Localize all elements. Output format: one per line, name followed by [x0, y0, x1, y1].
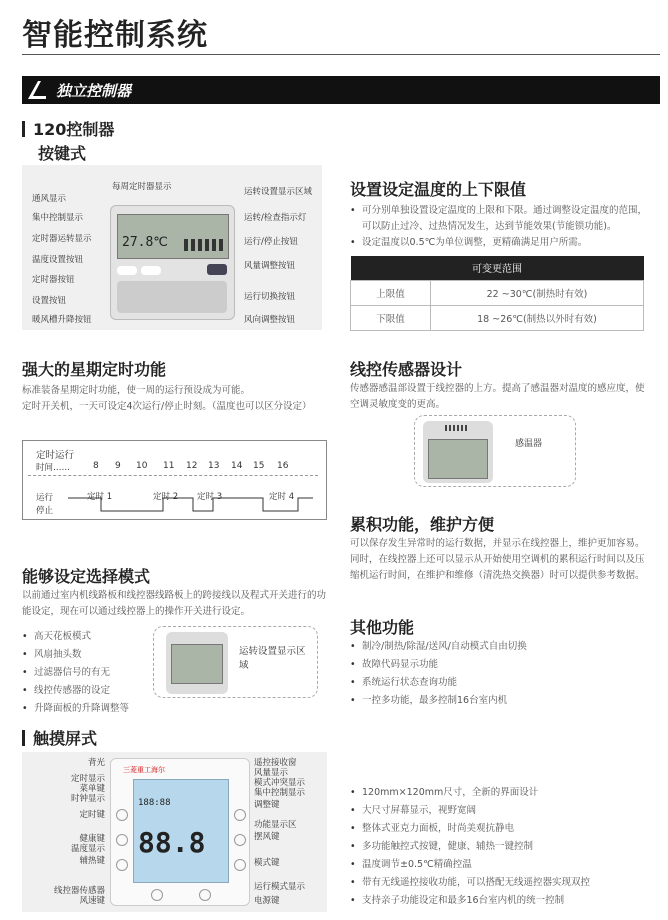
- touch-title: 触摸屏式: [22, 726, 97, 749]
- accum-title: 累积功能，维护方便: [350, 515, 495, 534]
- other-list: [350, 638, 650, 710]
- sensor-text: 传感器感温部设置于线控器的上方。提高了感温器对温度的感应度，使空调灵敏度变的更高。: [350, 383, 645, 410]
- hour-label: 15: [253, 461, 265, 471]
- label-mode-key: 模式键: [254, 858, 280, 868]
- timer-4-label: 定时 4: [269, 492, 295, 502]
- label-heater-key: 辅热键: [79, 856, 105, 866]
- timer-2-label: 定时 2: [153, 492, 179, 502]
- power-key[interactable]: [199, 889, 211, 901]
- label-receiver: 遥控接收窗: [254, 758, 297, 768]
- fan-level-bars: [184, 239, 224, 251]
- brand-logo: 三菱重工海尔: [123, 766, 165, 774]
- label-fan-key: 风速键: [79, 896, 105, 906]
- divider: [22, 54, 660, 55]
- list-item: • 系统运行状态查询功能: [350, 674, 650, 692]
- timer-button[interactable]: [141, 266, 161, 275]
- label-backlight: 背光: [87, 758, 105, 768]
- list-item: • 温度调节±0.5℃精确控温: [350, 856, 650, 874]
- label-timer-display: 定时显示: [70, 774, 105, 784]
- touch-lcd: [133, 779, 229, 883]
- label-fan-display: 风量显示: [254, 768, 289, 778]
- sensor-lcd: [428, 439, 488, 479]
- range-table-header: 可变更范围: [351, 256, 644, 280]
- button-panel: [117, 281, 227, 313]
- hour-label: 8: [93, 461, 99, 471]
- mode-text: 以前通过室内机线路板和线控器线路板上的跨接线以及程式开关进行的功能设定，现在可以通过线控器上的操作开关进行设定。: [22, 590, 327, 617]
- timer-chart-title: 定时运行: [36, 450, 75, 461]
- accum-text: 可以保存发生异常时的运行数据，并显示在线控器上，维护更加容易。同时，在线控器上还可以显示从开始使用空调机的累积运行时间以及压缩机运行时间，在维护和维修（清洗热交换器）时可以提供参考数据。: [350, 538, 645, 581]
- label-indicator: 运转/检查指示灯: [244, 213, 307, 223]
- stop-label: 停止: [36, 506, 54, 516]
- heater-key[interactable]: [116, 859, 128, 871]
- label-timer-run: 定时器运转显示: [32, 234, 92, 244]
- health-key[interactable]: [116, 834, 128, 846]
- label-run-stop: 运行/停止按钮: [244, 237, 298, 247]
- label-louver: 风向调整按钮: [244, 315, 296, 325]
- lcd-big-temp: 88.8: [138, 826, 206, 859]
- timer-waveform: [23, 441, 328, 521]
- list-item: • 大尺寸屏幕显示，视野宽阔: [350, 802, 650, 820]
- timer-chart: [22, 440, 327, 520]
- row-value: 18 ~26℃(制热以外时有效): [431, 305, 644, 330]
- timer-3-label: 定时 3: [197, 492, 223, 502]
- mode-title: 能够设定选择模式: [22, 567, 151, 586]
- label-ventilation: 通风显示: [32, 194, 67, 204]
- lcd-clock: 188:88: [138, 798, 171, 808]
- row-name: 上限值: [351, 280, 431, 305]
- controller-lcd: [117, 214, 229, 259]
- arrow-mark-icon: [26, 79, 48, 101]
- temp-set-button[interactable]: [117, 266, 137, 275]
- list-item: • 120mm×120mm尺寸，全新的界面设计: [350, 784, 650, 802]
- label-timer-button: 定时器按钮: [32, 275, 75, 285]
- hour-label: 14: [231, 461, 243, 471]
- timer-key[interactable]: [116, 809, 128, 821]
- label-temp-display: 温度显示: [70, 844, 105, 854]
- table-row: [351, 305, 644, 330]
- table-row: [351, 280, 644, 305]
- section-band: [22, 76, 660, 104]
- label-power-key: 电源键: [254, 896, 280, 906]
- list-item: • 整体式亚克力面板，时尚美观抗静电: [350, 820, 650, 838]
- row-value: 22 ~30℃(制热时有效): [431, 280, 644, 305]
- controller-subtitle: 按键式: [38, 144, 87, 163]
- label-heater-button: 暖风槽升降按钮: [32, 315, 92, 325]
- label-health-key: 健康键: [79, 834, 105, 844]
- fan-key[interactable]: [151, 889, 163, 901]
- list-item: • 过滤器信号的有无: [22, 664, 162, 682]
- touch-device: [110, 758, 250, 906]
- touch-figure: [22, 752, 327, 912]
- row-name: 下限值: [351, 305, 431, 330]
- weekly-text: [22, 383, 327, 415]
- timer-1-label: 定时 1: [87, 492, 113, 502]
- sensor-callout-box: [414, 415, 576, 487]
- label-run-area: 运转设置显示区域: [244, 187, 313, 197]
- label-clock: 时钟显示: [70, 794, 105, 804]
- label-central: 集中控制显示: [32, 213, 84, 223]
- run-stop-button[interactable]: [207, 264, 227, 275]
- label-central: 集中控制显示: [254, 788, 306, 798]
- list-item: • 带有无线遥控接收功能，可以搭配无线遥控器实现双控: [350, 874, 650, 892]
- label-mode-conflict: 模式冲突显示: [254, 778, 306, 788]
- controller-title: 120控制器: [22, 117, 114, 140]
- label-fan: 风量调整按钮: [244, 261, 296, 271]
- hour-label: 10: [136, 461, 148, 471]
- label-run-mode: 运行模式显示: [254, 882, 306, 892]
- band-label: 独立控制器: [56, 82, 132, 100]
- hour-label: 9: [115, 461, 121, 471]
- mini-controller: [166, 632, 228, 694]
- mode-callout-box: [153, 626, 318, 698]
- sensor-controller: [423, 421, 493, 483]
- sensor-vent-icon: [445, 425, 469, 431]
- label-adjust-key: 调整键: [254, 800, 280, 810]
- weekly-text-2: 定时开关机，一天可设定4次运行/停止时刻。（温度也可以区分设定）: [22, 401, 312, 412]
- list-item: • 故障代码显示功能: [350, 656, 650, 674]
- list-item: • 一控多功能，最多控制16台室内机: [350, 692, 650, 710]
- swing-key[interactable]: [234, 834, 246, 846]
- range-table: [350, 256, 644, 331]
- adjust-key[interactable]: [234, 809, 246, 821]
- list-item: • 风扇抽头数: [22, 646, 162, 664]
- hour-label: 11: [163, 461, 175, 471]
- label-timer-key: 定时键: [79, 810, 105, 820]
- page-title: 智能控制系统: [22, 18, 208, 53]
- controller-device: [110, 205, 235, 320]
- list-item: • 设定温度以0.5℃为单位调整，更精确满足用户所需。: [350, 235, 650, 251]
- list-item: • 可分别单独设置设定温度的上限和下限。通过调整设定温度的范围，可以防止过冷、过热情况发生，达到节能效果(节能锁功能)。: [350, 203, 650, 235]
- run-label: 运行: [36, 493, 54, 503]
- label-set-button: 设置按钮: [32, 296, 67, 306]
- label-temp-button: 温度设置按钮: [32, 255, 84, 265]
- mode-list: [22, 628, 162, 718]
- limits-title: 设置设定温度的上下限值: [350, 180, 527, 199]
- sensor-callout: 感温器: [515, 439, 543, 449]
- label-mode: 运行切换按钮: [244, 292, 296, 302]
- lcd-temp: 27.8℃: [122, 235, 168, 250]
- controller-figure: [22, 165, 322, 330]
- other-title: 其他功能: [350, 618, 415, 637]
- touch-features: [350, 784, 650, 910]
- list-item: • 多功能触控式按键，健康、辅热一键控制: [350, 838, 650, 856]
- label-function-area: 功能显示区: [254, 820, 297, 830]
- mini-lcd: [171, 644, 223, 684]
- label-weekly-timer: 每周定时器显示: [112, 182, 172, 192]
- mode-callout: 运转设置显示区域: [239, 646, 306, 671]
- label-sensor: 线控器传感器: [53, 886, 105, 896]
- list-item: • 线控传感器的设定: [22, 682, 162, 700]
- weekly-text-1: 标准装备星期定时功能，使一周的运行预设成为可能。: [22, 385, 251, 396]
- list-item: • 高天花板模式: [22, 628, 162, 646]
- hour-label: 16: [277, 461, 289, 471]
- hour-label: 13: [208, 461, 220, 471]
- sensor-title: 线控传感器设计: [350, 360, 463, 379]
- mode-key[interactable]: [234, 859, 246, 871]
- weekly-title: 强大的星期定时功能: [22, 360, 167, 379]
- list-item: • 升降面板的升降调整等: [22, 700, 162, 718]
- list-item: • 制冷/制热/除湿/送风/自动模式自由切换: [350, 638, 650, 656]
- list-item: • 支持亲子功能设定和最多16台室内机的统一控制: [350, 892, 650, 910]
- label-swing-key: 摆风键: [254, 832, 280, 842]
- hour-label: 12: [186, 461, 198, 471]
- label-menu-key: 菜单键: [79, 784, 105, 794]
- limits-list: [350, 203, 650, 251]
- timer-time-label: 时间……: [36, 463, 71, 473]
